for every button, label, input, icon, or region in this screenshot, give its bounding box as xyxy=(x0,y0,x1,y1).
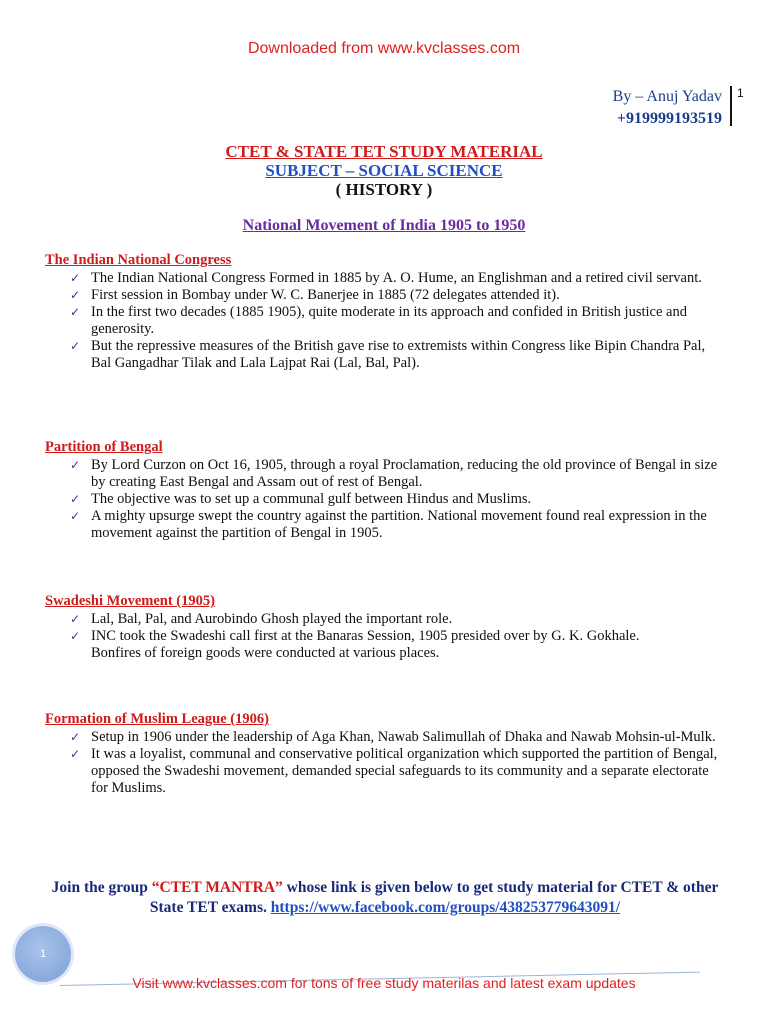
checkmark-icon: ✓ xyxy=(70,509,81,523)
doc-chapter-title: National Movement of India 1905 to 1950 xyxy=(242,217,526,234)
list-item: ✓ The Indian National Congress Formed in 1885 by A. O. Hume, an Englishman and a retired civil servant. xyxy=(70,270,702,286)
page-badge: 1 xyxy=(15,926,71,982)
list-item: ✓ Setup in 1906 under the leadership of Aga Khan, Nawab Salimullah of Dhaka and Nawab Mohsin-ul-Mulk. xyxy=(70,729,716,745)
list-item: ✓ First session in Bombay under W. C. Banerjee in 1885 (72 delegates attended it). xyxy=(70,287,560,303)
checkmark-icon: ✓ xyxy=(70,288,81,302)
list-item: ✓ A mighty upsurge swept the country against the partition. National movement found real expression in the movement against the partition of Bengal in 1905. xyxy=(70,508,707,541)
list-item: ✓ But the repressive measures of the British gave rise to extremists within Congress like Bipin Chandra Pal, Bal Gangadhar Tilak and Lala Lajpat Rai (Lal, Bal, Pal). xyxy=(70,338,706,371)
section-inc xyxy=(45,252,725,372)
checkmark-icon: ✓ xyxy=(70,339,81,353)
footer-text: Visit www.kvclasses.com for tons of free study materilas and latest exam updates xyxy=(132,975,636,991)
checkmark-icon: ✓ xyxy=(70,629,81,643)
section-heading: Formation of Muslim League (1906) xyxy=(45,711,269,727)
author-phone: +919999193519 xyxy=(616,110,722,127)
section-swadeshi xyxy=(45,593,725,662)
section-heading: The Indian National Congress xyxy=(45,252,232,268)
checkmark-icon: ✓ xyxy=(70,305,81,319)
section-heading: Swadeshi Movement (1905) xyxy=(45,593,215,609)
checkmark-icon: ✓ xyxy=(70,492,81,506)
author-name: By – Anuj Yadav xyxy=(612,88,722,105)
facebook-group-link[interactable]: https://www.facebook.com/groups/438253779643091/ xyxy=(270,899,621,916)
bullet-list xyxy=(45,611,725,662)
join-prefix: Join the group xyxy=(51,879,152,896)
bullet-list xyxy=(45,270,725,372)
list-item: ✓ The objective was to set up a communal gulf between Hindus and Muslims. xyxy=(70,491,532,507)
page-number: 1 xyxy=(737,86,744,100)
checkmark-icon: ✓ xyxy=(70,747,81,761)
checkmark-icon: ✓ xyxy=(70,458,81,472)
doc-title: CTET & STATE TET STUDY MATERIAL xyxy=(225,142,543,161)
list-item: ✓ In the first two decades (1885 1905), quite moderate in its approach and confided in British justice and generosity. xyxy=(70,304,687,337)
group-name: “CTET MANTRA” xyxy=(151,879,283,896)
join-group-notice xyxy=(40,878,730,918)
section-muslim-league xyxy=(45,711,725,797)
list-item: Bonfires of foreign goods were conducted at various places. xyxy=(91,645,440,661)
checkmark-icon: ✓ xyxy=(70,271,81,285)
section-partition xyxy=(45,439,725,542)
doc-topic: ( HISTORY ) xyxy=(335,180,433,199)
list-item: ✓ INC took the Swadeshi call first at the Banaras Session, 1905 presided over by G. K. Gokhale. xyxy=(70,628,640,644)
download-header: Downloaded from www.kvclasses.com xyxy=(247,40,521,57)
join-suffix: whose link is given below to get study material for CTET & other State TET exams. xyxy=(149,879,719,916)
doc-subject: SUBJECT – SOCIAL SCIENCE xyxy=(265,161,503,180)
section-heading: Partition of Bengal xyxy=(45,439,163,455)
list-item: ✓ It was a loyalist, communal and conservative political organization which supported the partition of Bengal, opposed the Swadeshi movement, demanded special safeguards to its community and a separate electorate for Muslims. xyxy=(70,746,718,796)
checkmark-icon: ✓ xyxy=(70,612,81,626)
list-item: ✓ Lal, Bal, Pal, and Aurobindo Ghosh played the important role. xyxy=(70,611,453,627)
header-divider xyxy=(730,86,732,126)
bullet-list xyxy=(45,729,725,797)
author-block xyxy=(613,86,722,130)
list-item: ✓ By Lord Curzon on Oct 16, 1905, through a royal Proclamation, reducing the old province of Bengal in size by creating East Bengal and Assam out of rest of Bengal. xyxy=(70,457,718,490)
bullet-list xyxy=(45,457,725,542)
checkmark-icon: ✓ xyxy=(70,730,81,744)
